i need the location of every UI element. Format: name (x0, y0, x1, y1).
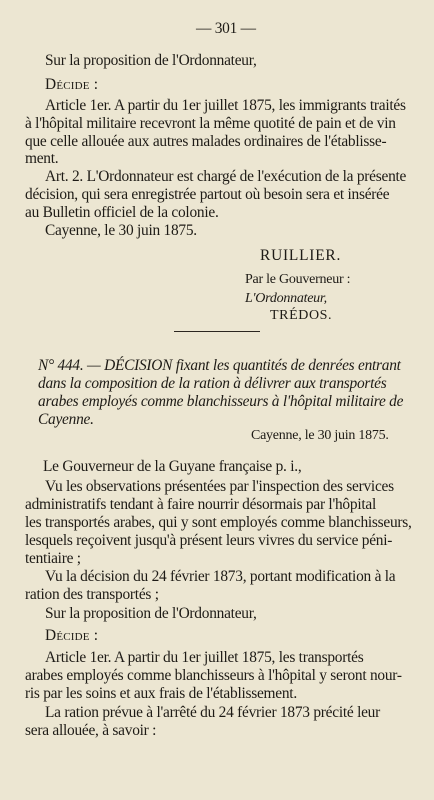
decision-heading-line-3: arabes employés comme blanchisseurs à l'hôpital militaire de (38, 393, 404, 410)
article-2-line-2: décision, qui sera enregistrée partout où besoin sera et insérée (25, 186, 390, 203)
considerant-1-line-5: tentiaire ; (25, 550, 81, 567)
article-1-line-1: Article 1er. A partir du 1er juillet 1875, les immigrants traités (45, 97, 406, 114)
considerant-2-line-2: ration des transportés ; (25, 586, 159, 603)
ration-line-1: La ration prévue à l'arrêté du 24 février 1873 précité leur (45, 704, 380, 721)
article-1-line-3: que celle allouée aux autres malades ordinaires de l'établisse- (25, 133, 387, 150)
place-date: Cayenne, le 30 juin 1875. (45, 222, 197, 239)
decision-heading-line-4: Cayenne. (38, 411, 94, 428)
considerant-1-line-1: Vu les observations présentées par l'inspection des services (45, 478, 394, 495)
considerant-1-line-2: administratifs tendant à faire nourrir désormais par l'hôpital (25, 496, 376, 513)
page-number: — 301 — (196, 20, 256, 37)
article-2-line-3: au Bulletin officiel de la colonie. (25, 204, 219, 221)
article-1-line-4: ment. (25, 150, 59, 167)
considerant-2-line-1: Vu la décision du 24 février 1873, portant modification à la (45, 568, 396, 585)
ordonnateur-name: TRÉDOS. (270, 308, 333, 323)
decision-date: Cayenne, le 30 juin 1875. (251, 428, 389, 443)
decides-label: Décide : (45, 76, 99, 93)
considerant-1-line-4: lesquels reçoivent jusqu'à présent leurs vivres du service péni- (25, 532, 393, 549)
by-governor: Par le Gouverneur : (245, 272, 351, 287)
section-divider (174, 331, 260, 332)
ration-line-2: sera allouée, à savoir : (25, 722, 157, 739)
article-2-line-1: Art. 2. L'Ordonnateur est chargé de l'exécution de la présente (45, 168, 407, 185)
article-1b-line-2: arabes employés comme blanchisseurs à l'hôpital y seront nour- (25, 667, 402, 684)
ordonnateur-title: L'Ordonnateur, (245, 291, 327, 306)
article-1-line-2: à l'hôpital militaire recevront la même quotité de pain et de vin (25, 115, 396, 132)
article-1b-line-3: ris par les soins et aux frais de l'établissement. (25, 685, 297, 702)
decision-heading-line-2: dans la composition de la ration à délivrer aux transportés (38, 375, 387, 392)
article-1b-line-1: Article 1er. A partir du 1er juillet 1875, les transportés (45, 649, 364, 666)
governor-intro: Le Gouverneur de la Guyane française p. i., (43, 458, 302, 475)
decision-heading-line-1: N° 444. — DÉCISION fixant les quantités de denrées entrant (38, 357, 401, 374)
proposal-line-2: Sur la proposition de l'Ordonnateur, (45, 605, 257, 622)
proposal-line: Sur la proposition de l'Ordonnateur, (45, 52, 257, 69)
decides-label-2: Décide : (45, 627, 99, 644)
considerant-1-line-3: les transportés arabes, qui y sont employés comme blanchisseurs, (25, 514, 412, 531)
signatory-name: RUILLIER. (260, 247, 342, 264)
